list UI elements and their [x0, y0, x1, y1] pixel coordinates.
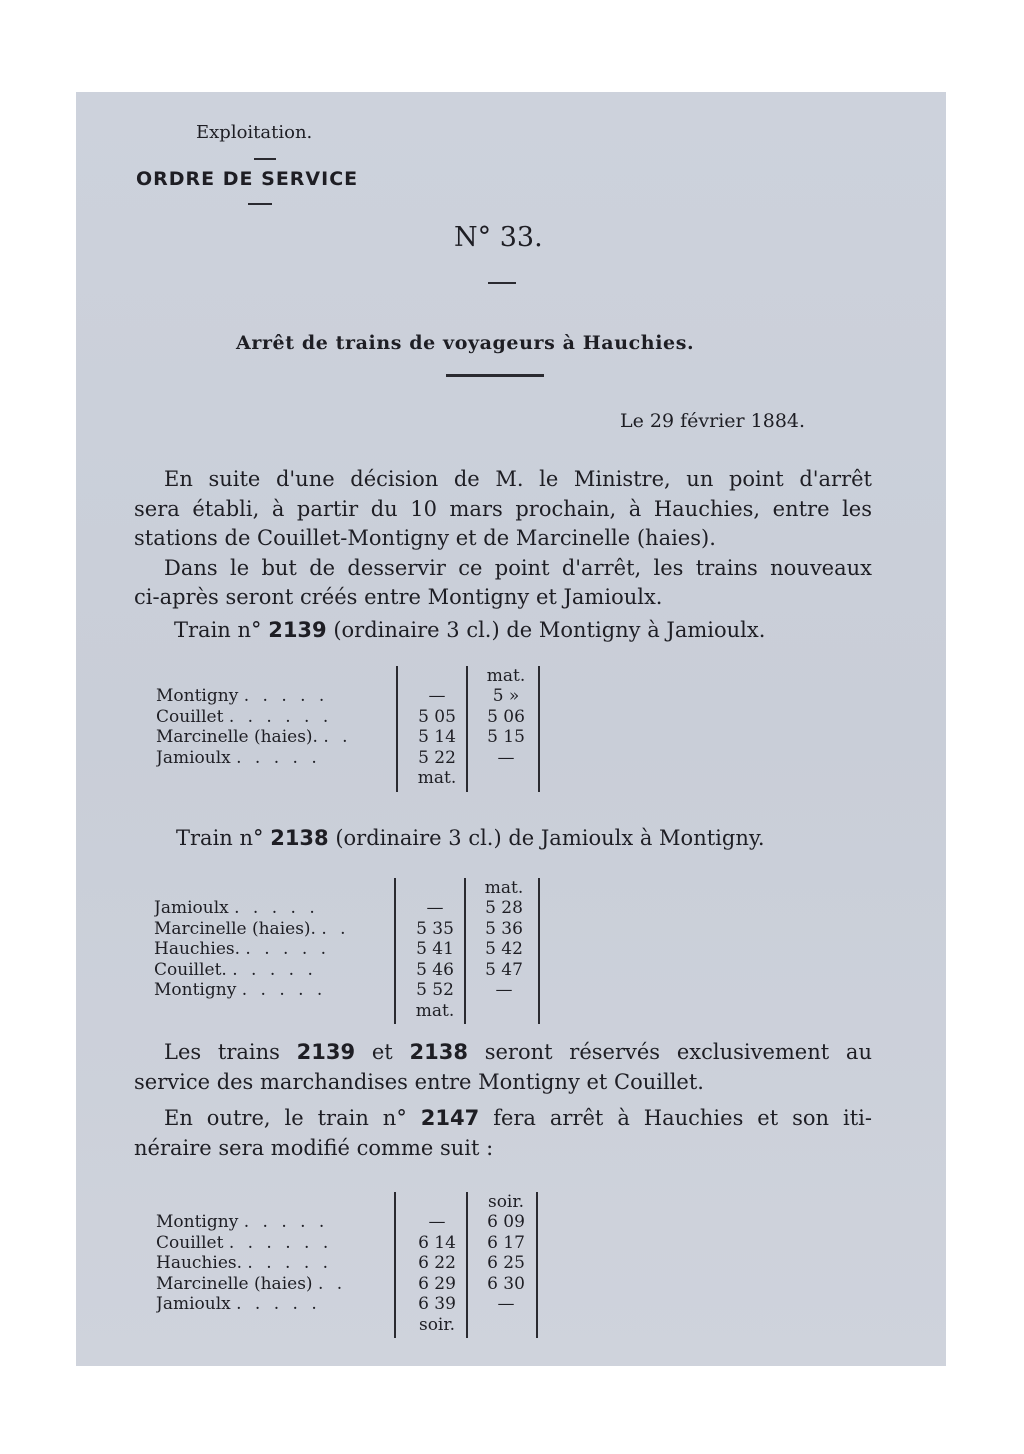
table-rule	[394, 1192, 396, 1338]
departure-time: 5 42	[485, 939, 523, 959]
station-row: Couillet . . . . . .	[156, 1232, 333, 1253]
order-number: N° 33.	[454, 222, 543, 253]
station-row: Jamioulx . . . . .	[156, 1294, 321, 1314]
arrival-time: —	[428, 1212, 446, 1232]
station-row: Jamioulx . . . . .	[156, 747, 321, 768]
arrival-time: 5 52	[416, 980, 454, 1000]
arrival-time: 5 22	[418, 747, 456, 768]
departure-time: —	[495, 980, 513, 1000]
station-row: Marcinelle (haies). . .	[156, 727, 352, 747]
departure-time: 6 25	[487, 1253, 525, 1273]
arrival-time: 6 22	[418, 1253, 456, 1273]
text-line: néraire sera modifié comme suit :	[134, 1135, 494, 1160]
text-line: ci-après seront créés entre Montigny et Jamioulx.	[134, 585, 663, 609]
station-row: Hauchies. . . . . .	[156, 1253, 333, 1273]
arrival-time: 5 41	[416, 939, 454, 959]
station-row: Montigny . . . . .	[156, 686, 329, 706]
dep-header: soir.	[487, 1192, 525, 1212]
train-route: (ordinaire 3 cl.) de Montigny à Jamioulx.	[333, 618, 766, 642]
text-line: Les trains 2139 et 2138 seront réservés exclusivement au	[164, 1040, 872, 1064]
station-row: Couillet. . . . . .	[154, 959, 317, 980]
departure-time: 5 28	[485, 898, 523, 918]
departure-time: 5 47	[485, 959, 523, 980]
arrival-time: 5 46	[416, 959, 454, 980]
departure-time: 5 »	[492, 686, 520, 706]
modified-paragraph	[134, 1104, 872, 1163]
table-rule	[538, 878, 540, 1024]
dep-header: mat.	[486, 666, 526, 686]
departure-time: 6 30	[487, 1273, 525, 1294]
reserved-paragraph	[134, 1038, 872, 1097]
text-line: En suite d'une décision de M. le Ministre, un point d'arrêt	[164, 467, 872, 491]
station-row: Couillet . . . . . .	[156, 706, 333, 727]
arrival-time: 5 35	[416, 918, 454, 939]
document-date: Le 29 février 1884.	[620, 410, 806, 432]
section-label: Exploitation.	[196, 122, 313, 143]
text-line: En outre, le train n° 2147 fera arrêt à Hauchies et son iti-	[164, 1106, 872, 1130]
table-rule	[394, 878, 396, 1024]
divider	[446, 374, 544, 377]
arrival-time: —	[428, 686, 446, 706]
station-row: Montigny . . . . .	[156, 1212, 329, 1232]
departure-time: 6 17	[487, 1232, 525, 1253]
timetable-2139	[156, 666, 546, 792]
train-route: (ordinaire 3 cl.) de Jamioulx à Montigny.	[335, 826, 765, 850]
arrival-time: 5 05	[418, 706, 456, 727]
train-number: 2139	[268, 618, 327, 642]
train-prefix: Train n°	[174, 618, 262, 642]
subject-title: Arrêt de trains de voyageurs à Hauchies.	[236, 332, 695, 354]
departure-time: —	[497, 1294, 515, 1314]
arrival-time: 6 39	[418, 1294, 456, 1314]
arr-footer: mat.	[415, 1000, 455, 1021]
arrival-time: 6 29	[418, 1273, 456, 1294]
document-page	[76, 92, 946, 1366]
divider	[254, 158, 276, 160]
station-row: Jamioulx . . . . .	[154, 898, 319, 918]
dep-header: mat.	[484, 878, 524, 898]
train-2138-title	[176, 826, 765, 850]
text-line: service des marchandises entre Montigny et Couillet.	[134, 1069, 704, 1094]
train-2139-title	[174, 618, 765, 642]
arrival-time: 5 14	[418, 727, 456, 747]
station-row: Montigny . . . . .	[154, 980, 327, 1000]
intro-paragraph	[134, 465, 872, 613]
timetable-2138	[154, 878, 544, 1024]
arrival-time: —	[426, 898, 444, 918]
arr-footer: soir.	[418, 1314, 456, 1335]
divider	[488, 282, 516, 284]
departure-time: 5 06	[487, 706, 525, 727]
departure-time: —	[497, 747, 515, 768]
station-row: Marcinelle (haies) . .	[156, 1273, 347, 1294]
table-rule	[538, 666, 540, 792]
arr-footer: mat.	[417, 768, 457, 788]
train-prefix: Train n°	[176, 826, 264, 850]
train-number: 2138	[270, 826, 329, 850]
text-line: Dans le but de desservir ce point d'arrêt, les trains nouveaux	[164, 555, 872, 580]
divider	[248, 203, 272, 205]
text-line: sera établi, à partir du 10 mars prochain, à Hauchies, entre les	[134, 496, 872, 521]
departure-time: 5 15	[487, 727, 525, 747]
station-row: Hauchies. . . . . .	[154, 939, 331, 959]
document-title: ORDRE DE SERVICE	[136, 168, 359, 190]
arrival-time: 6 14	[418, 1232, 456, 1253]
timetable-2147	[156, 1192, 546, 1338]
table-rule	[396, 666, 398, 792]
station-row: Marcinelle (haies). . .	[154, 918, 350, 939]
departure-time: 6 09	[487, 1212, 525, 1232]
departure-time: 5 36	[485, 918, 523, 939]
text-line: stations de Couillet-Montigny et de Marcinelle (haies).	[134, 526, 716, 550]
